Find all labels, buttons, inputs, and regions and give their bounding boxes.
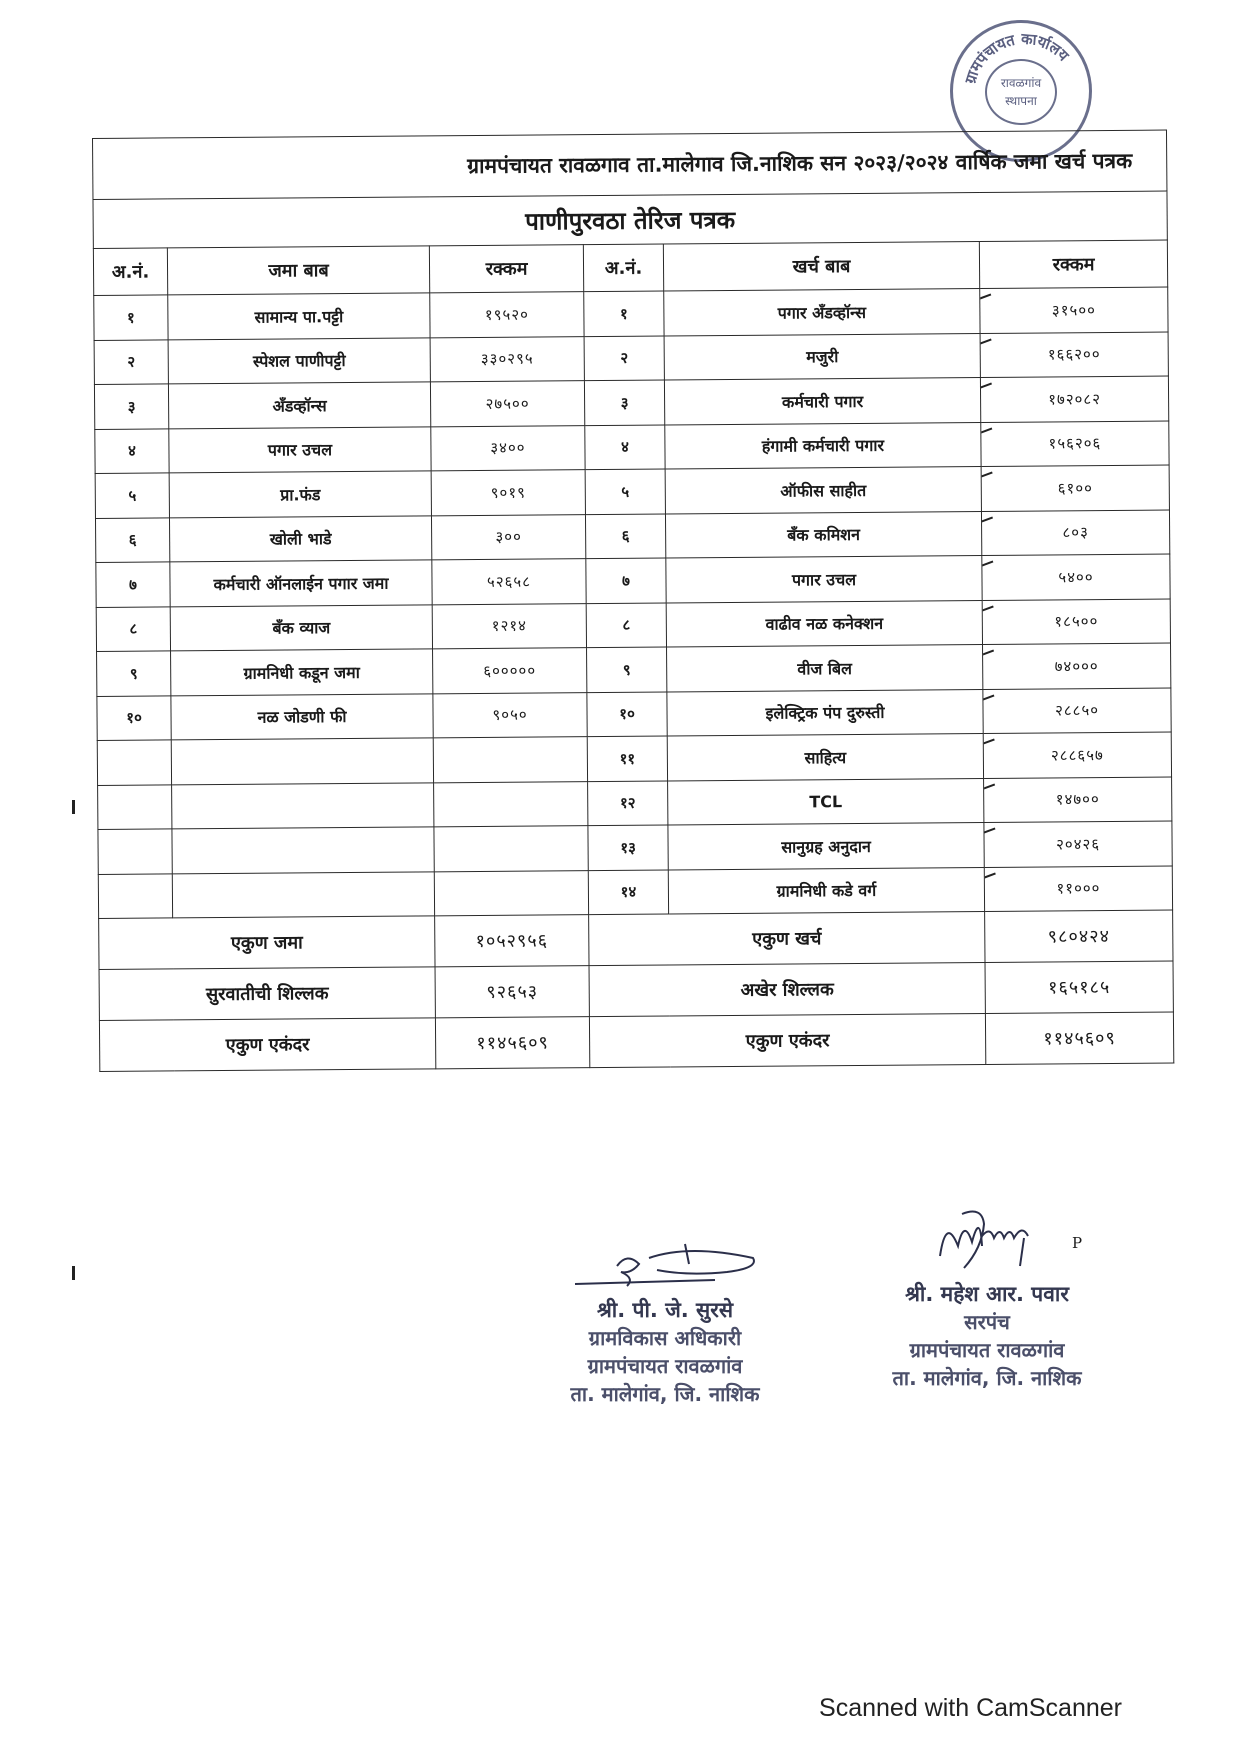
expense-amount-cell (983, 688, 1171, 734)
expense-amount-cell (984, 777, 1172, 823)
left-signatory-org: ग्रामपंचायत रावळगांव (587, 1354, 743, 1378)
expense-item-cell: पगार उचल (666, 556, 982, 603)
expense-item-cell: हंगामी कर्मचारी पगार (665, 422, 981, 469)
expense-sr-cell: ७ (586, 558, 666, 603)
income-amount-cell (433, 737, 587, 783)
income-item-cell: स्पेशल पाणीपट्टी (168, 337, 430, 384)
income-sr-cell: ६ (95, 517, 169, 562)
income-sr-cell: १ (94, 295, 168, 340)
expense-amount-value: ५४०० (1058, 567, 1094, 587)
expense-amount-header: रक्कम (979, 240, 1167, 288)
page-edge-mark (72, 1266, 75, 1280)
left-signatory-name: श्री. पी. जे. सुरसे (596, 1298, 734, 1322)
income-amount-cell: १९५२० (430, 292, 584, 338)
expense-amount-value: १८५०० (1054, 612, 1099, 631)
income-amount-cell: ३०० (431, 514, 585, 560)
expense-item-cell: वीज बिल (667, 645, 983, 692)
expense-sr-cell: १४ (588, 869, 668, 914)
expense-summary-amount: ९८०४२४ (985, 910, 1173, 962)
income-item-cell (171, 738, 433, 785)
income-item-header: जमा बाब (167, 246, 429, 295)
income-item-cell: अँडव्हॉन्स (168, 382, 430, 429)
income-sr-cell: ५ (95, 473, 169, 518)
expense-amount-value: ११००० (1056, 879, 1101, 898)
income-item-cell: सामान्य पा.पट्टी (168, 293, 430, 340)
expense-sr-cell: ५ (585, 469, 665, 514)
expense-amount-cell (984, 866, 1172, 912)
page-edge-mark (72, 800, 75, 814)
check-tick-mark (980, 338, 992, 355)
expense-amount-value: २८८५० (1054, 701, 1100, 720)
income-item-cell: प्रा.फंड (169, 471, 431, 518)
income-item-cell: पगार उचल (169, 426, 431, 473)
income-sr-cell: ९ (97, 651, 171, 696)
expense-amount-value: १४७०० (1055, 790, 1100, 809)
expense-amount-value: ८०३ (1062, 523, 1089, 542)
right-signatory-title: सरपंच (964, 1310, 1010, 1334)
expense-sr-cell: १ (584, 291, 664, 336)
income-sr-header: अ.नं. (93, 248, 167, 296)
expense-item-cell: ग्रामनिधी कडे वर्ग (668, 867, 984, 914)
expense-amount-cell (983, 732, 1171, 778)
income-amount-cell: २७५०० (430, 381, 584, 427)
expense-summary-label: एकुण एकंदर (589, 1014, 985, 1068)
income-amount-cell: ५२६५८ (432, 559, 586, 605)
expense-sr-cell: १० (587, 692, 667, 737)
summary-row (99, 1012, 1173, 1071)
expense-sr-cell: ४ (585, 425, 665, 470)
expense-sr-cell: २ (584, 336, 664, 381)
expense-item-cell: साहित्य (667, 734, 983, 781)
expense-item-cell: मजुरी (664, 333, 980, 380)
income-amount-cell: ६००००० (433, 648, 587, 694)
expense-sr-cell: १३ (588, 825, 668, 870)
expense-amount-value: ३१५०० (1051, 300, 1096, 320)
income-amount-cell: ३४०० (431, 425, 585, 471)
income-item-cell: ग्रामनिधी कडून जमा (171, 649, 433, 696)
document-subtitle: पाणीपुरवठा तेरिज पत्रक (93, 191, 1167, 248)
svg-text:ग्रामपंचायत कार्यालय: ग्रामपंचायत कार्यालय (961, 29, 1073, 86)
income-sr-cell: ८ (96, 606, 170, 651)
income-sr-cell (98, 829, 172, 874)
check-tick-mark (984, 783, 996, 800)
expense-item-cell: TCL (668, 778, 984, 825)
expense-item-cell: कर्मचारी पगार (664, 378, 980, 425)
p-mark: P (1072, 1234, 1083, 1252)
right-signatory-org: ग्रामपंचायत रावळगांव (909, 1338, 1065, 1362)
right-signatory-name: श्री. महेश आर. पवार (905, 1282, 1069, 1306)
check-tick-mark (980, 382, 992, 399)
income-amount-cell: १२१४ (432, 603, 586, 649)
income-amount-cell (434, 870, 588, 916)
expense-sr-cell: ११ (587, 736, 667, 781)
check-tick-mark (981, 516, 993, 533)
income-amount-header: रक्कम (429, 245, 583, 293)
expense-amount-cell (981, 510, 1169, 556)
income-summary-label: सुरवातीची शिल्लक (99, 967, 435, 1021)
income-summary-amount: ९२६५३ (435, 966, 589, 1018)
expense-summary-label: अखेर शिल्लक (589, 963, 985, 1017)
income-amount-cell: ९०५० (433, 692, 587, 738)
check-tick-mark (981, 427, 993, 444)
income-sr-cell: ३ (94, 384, 168, 429)
subtitle-row (93, 191, 1167, 248)
expense-summary-amount: १६५१८५ (985, 961, 1173, 1013)
left-signatory-title: ग्रामविकास अधिकारी (588, 1326, 742, 1350)
check-tick-mark (980, 293, 992, 310)
expense-item-cell: इलेक्ट्रिक पंप दुरुस्ती (667, 689, 983, 736)
expense-amount-cell (983, 643, 1171, 689)
expense-sr-cell: ९ (587, 647, 667, 692)
expense-item-cell: बँक कमिशन (665, 511, 981, 558)
check-tick-mark (981, 471, 993, 488)
expense-amount-cell (981, 421, 1169, 467)
check-tick-mark (982, 560, 994, 577)
expense-summary-label: एकुण खर्च (589, 912, 985, 966)
title-row (93, 130, 1167, 199)
income-summary-label: एकुण जमा (99, 916, 435, 970)
income-sr-cell (97, 740, 171, 785)
seal-established: स्थापना (1005, 94, 1037, 108)
expense-amount-cell (984, 821, 1172, 867)
expense-sr-cell: ८ (586, 603, 666, 648)
check-tick-mark (982, 605, 994, 622)
seal-center (985, 59, 1057, 125)
income-amount-cell: ९०१९ (431, 470, 585, 516)
expense-summary-amount: ११४५६०९ (985, 1012, 1173, 1064)
left-signatory-place: ता. मालेगांव, जि. नाशिक (570, 1382, 760, 1406)
expense-sr-header: अ.नं. (583, 244, 663, 292)
income-summary-amount: ११४५६०९ (435, 1017, 589, 1069)
expense-sr-cell: ६ (585, 514, 665, 559)
expense-item-header: खर्च बाब (663, 242, 979, 291)
expense-item-cell: सानुग्रह अनुदान (668, 823, 984, 870)
check-tick-mark (983, 738, 995, 755)
check-tick-mark (983, 694, 995, 711)
income-sr-cell: ७ (96, 562, 170, 607)
income-sr-cell: ४ (95, 428, 169, 473)
income-item-cell: बँक व्याज (170, 604, 432, 651)
check-tick-mark (984, 827, 996, 844)
signature-block-left (520, 1236, 810, 1408)
summary-row (99, 910, 1173, 969)
expense-amount-cell (981, 465, 1169, 511)
income-sr-cell: २ (94, 339, 168, 384)
income-summary-amount: १०५२९५६ (435, 915, 589, 967)
check-tick-mark (984, 872, 996, 889)
expense-amount-value: ६१०० (1057, 478, 1093, 498)
expense-amount-cell (980, 287, 1168, 333)
handwritten-signature-right (922, 1206, 1052, 1276)
expense-amount-value: १६६२०० (1047, 345, 1101, 364)
expense-item-cell: ऑफीस साहीत (665, 467, 981, 514)
ledger-table (92, 130, 1174, 1072)
header-row (93, 240, 1167, 295)
income-item-cell (172, 827, 434, 874)
income-sr-cell (98, 873, 172, 918)
expense-amount-value: १५६२०६ (1048, 434, 1102, 453)
expense-sr-cell: १२ (588, 780, 668, 825)
check-tick-mark (983, 649, 995, 666)
handwritten-signature-left (565, 1236, 765, 1292)
scanner-watermark: Scanned with CamScanner (819, 1694, 1122, 1722)
expense-item-cell: पगार अँडव्हॉन्स (664, 289, 980, 336)
income-sr-cell: १० (97, 695, 171, 740)
expense-amount-value: १७२०८२ (1048, 389, 1102, 409)
expense-sr-cell: ३ (584, 380, 664, 425)
expense-amount-value: २८८६५७ (1050, 745, 1104, 765)
document-title: ग्रामपंचायत रावळगाव ता.मालेगाव जि.नाशिक सन २०२३/२०२४ वार्षिक जमा खर्च पत्रक (93, 130, 1167, 199)
income-sr-cell (98, 784, 172, 829)
summary-row (99, 961, 1173, 1020)
income-item-cell: नळ जोडणी फी (171, 693, 433, 740)
income-item-cell: कर्मचारी ऑनलाईन पगार जमा (170, 560, 432, 607)
income-amount-cell (434, 781, 588, 827)
expense-amount-cell (982, 599, 1170, 645)
income-summary-label: एकुण एकंदर (99, 1018, 435, 1072)
income-amount-cell (434, 826, 588, 872)
income-amount-cell: ३३०२९५ (430, 336, 584, 382)
seal-village: रावळगांव (1000, 76, 1042, 90)
expense-amount-value: ७४००० (1054, 656, 1099, 676)
income-item-cell (172, 782, 434, 829)
right-signatory-place: ता. मालेगांव, जि. नाशिक (892, 1366, 1082, 1390)
expense-amount-cell (980, 332, 1168, 378)
expense-amount-cell (980, 376, 1168, 422)
expense-amount-cell (982, 554, 1170, 600)
income-item-cell (172, 871, 434, 918)
expense-amount-value: २०४२६ (1056, 834, 1101, 854)
table-row (98, 866, 1172, 919)
expense-item-cell: वाढीव नळ कनेक्शन (666, 600, 982, 647)
income-item-cell: खोली भाडे (169, 515, 431, 562)
